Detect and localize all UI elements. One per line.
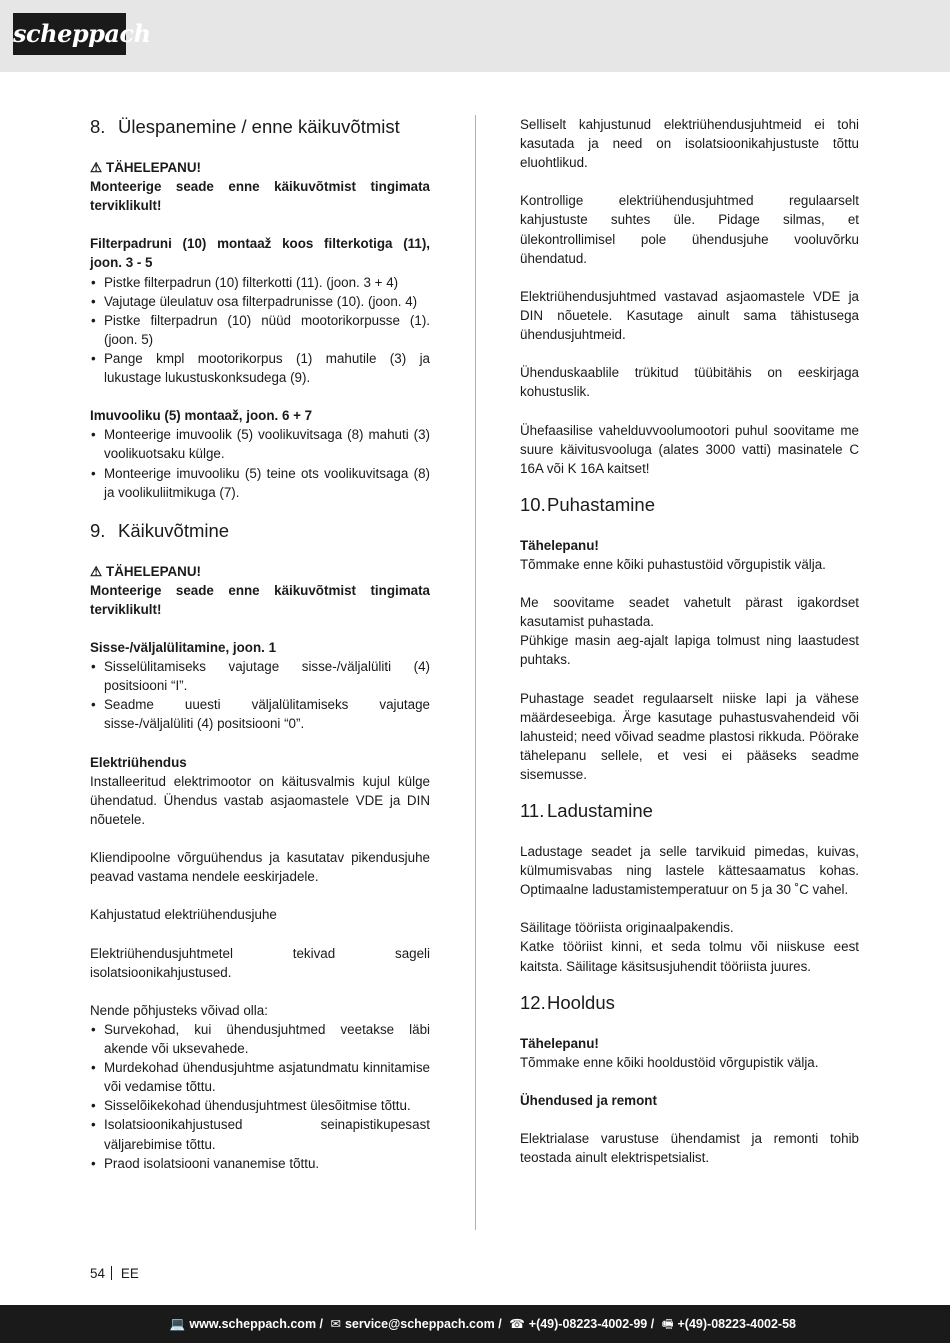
caution-label: Tähelepanu! xyxy=(520,537,599,553)
switch-heading: Sisse-/väljalülitamine, joon. 1 xyxy=(90,640,277,656)
section-10-title: 10. Puhastamine xyxy=(520,493,655,515)
warning-icon: ⚠ xyxy=(90,160,103,175)
paragraph: Katke tööriist kinni, et seda tolmu või niiskuse eest kaitsta. Säilitage käsitsusjuhendit tööriista juures. xyxy=(520,939,859,974)
connections-heading: Ühendused ja remont xyxy=(520,1092,657,1108)
paragraph: Me soovitame seadet vahetult pärast igakordset kasutamist puhastada. xyxy=(520,595,859,630)
section-11-title: 11. Ladustamine xyxy=(520,800,653,821)
list-item: • Pistke filterpadrun (10) filterkotti (11). (joon. 3 + 4) xyxy=(90,273,430,292)
list-item: • Monteerige imuvooliku (5) teine ots voolikuvitsaga (8) ja voolikuliitmikuga (7). xyxy=(90,464,430,502)
page-header xyxy=(0,0,950,72)
left-column xyxy=(90,115,430,1173)
paragraph: Installeeritud elektrimootor on käitusvalmis kujul külge ühendatud. Ühendus vastab asjaomastele VDE ja DIN nõuetele. xyxy=(90,773,430,827)
caution-label: Tähelepanu! xyxy=(520,1035,599,1051)
list-item: • Murdekohad ühendusjuhtme asjatundmatu kinnitamise või vedamise tõttu. xyxy=(90,1058,430,1096)
paragraph: Ühenduskaablile trükitud tüübitähis on eeskirjaga kohustuslik. xyxy=(520,365,859,400)
right-column xyxy=(520,115,859,1167)
language-code: EE xyxy=(120,1266,139,1281)
section-12-title: 12. Hooldus xyxy=(520,991,615,1013)
switch-steps-list xyxy=(90,657,430,733)
paragraph: Säilitage tööriista originaalpakendis. xyxy=(520,920,734,936)
column-divider xyxy=(475,115,476,1230)
hose-steps-list xyxy=(90,425,430,501)
electrical-heading: Elektriühendus xyxy=(90,754,187,770)
warning-icon: ⚠ xyxy=(90,563,103,579)
list-item: • Pange kmpl mootorikorpus (1) mahutile (3) ja lukustage lukustuskonksudega (9). xyxy=(90,349,430,387)
paragraph: Kahjustatud elektriühendusjuhe xyxy=(90,907,277,923)
filter-heading: Filterpadruni (10) montaaž koos filterkotiga (11), joon. 3 - 5 xyxy=(90,236,430,271)
paragraph: Kliendipoolne võrguühendus ja kasutatav pikendusjuhe peavad vastama nendele eeskirjadele. xyxy=(90,850,430,885)
paragraph: Tõmmake enne kõiki hooldustöid võrgupistik välja. xyxy=(520,1054,819,1070)
hose-heading: Imuvooliku (5) montaaž, joon. 6 + 7 xyxy=(90,408,313,424)
list-item: • Isolatsioonikahjustused seinapistikupesast väljarebimise tõttu. xyxy=(90,1115,430,1153)
mail-icon: ✉ xyxy=(330,1317,341,1331)
paragraph: Ladustage seadet ja selle tarvikuid pimedas, kuivas, külmumisvabas ning lastele kättesaamatus kohas. Optimaalne ladustamistemperatuur on 5 ja 30 ˚C vahel. xyxy=(520,844,859,898)
page-number: 54 xyxy=(90,1266,105,1281)
list-item: • Seadme uuesti väljalülitamiseks vajutage sisse-/väljalüliti (4) positsiooni “0”. xyxy=(90,695,430,733)
warning-label: ⚠ TÄHELEPANU! xyxy=(90,158,430,177)
paragraph: Kontrollige elektriühendusjuhtmed regulaarselt kahjustuste suhtes üle. Pidage silmas, et ülekontrollimisel pole ühendusjuhe vooluvõrku ühendatud. xyxy=(520,193,859,266)
paragraph: Elektriühendusjuhtmed vastavad asjaomastele VDE ja DIN nõuetele. Kasutage ainult sama tähistusega ühendusjuhtmeid. xyxy=(520,288,859,343)
paragraph: Elektriühendusjuhtmetel tekivad sageli isolatsioonikahjustused. xyxy=(90,945,430,980)
list-item: • Sisselülitamiseks vajutage sisse-/väljalüliti (4) positsiooni “I”. xyxy=(90,657,430,695)
page-number-block xyxy=(90,1265,139,1283)
list-item: • Sisselõikekohad ühendusjuhtmest ülesõitmise tõttu. xyxy=(90,1096,430,1115)
paragraph: Ühefaasilise vahelduvvoolumootori puhul soovitame me suure käivitusvooluga (alates 3000 vatti) masinatele C 16A või K 16A kaitset! xyxy=(520,422,859,476)
phone-icon: ☎ xyxy=(509,1317,525,1331)
list-item: • Praod isolatsiooni vananemise tõttu. xyxy=(90,1154,430,1173)
paragraph: Puhastage seadet regulaarselt niiske lapi ja vähese määrdeseebiga. Ärge kasutage puhastusvahendeid või lahusteid; need võivad seadme plastosi rikkuda. Pöörake tähelepanu sellele, et vesi ei pääseks seadme sisemusse. xyxy=(520,690,859,782)
contact-footer xyxy=(0,1305,950,1343)
list-item: • Survekohad, kui ühendusjuhtmed veetakse läbi akende või uksevahede. xyxy=(90,1020,430,1058)
list-item: • Vajutage üleulatuv osa filterpadrunisse (10). (joon. 4) xyxy=(90,292,430,311)
monitor-icon: 💻 xyxy=(169,1317,186,1331)
scheppach-logo: scheppach xyxy=(13,13,126,55)
paragraph: Elektrialase varustuse ühendamist ja remonti tohib teostada ainult elektrispetsialist. xyxy=(520,1131,859,1166)
section-9-title: 9. Käikuvõtmine xyxy=(90,519,230,541)
warning-text: Monteerige seade enne käikuvõtmist tingimata terviklikult! xyxy=(90,582,430,617)
fax-number: +(49)-08223-4002-58 xyxy=(677,1317,796,1331)
warning-text: Monteerige seade enne käikuvõtmist tingimata terviklikult! xyxy=(90,179,430,214)
paragraph: Pühkige masin aeg-ajalt lapiga tolmust ning laastudest puhtaks. xyxy=(520,633,859,668)
filter-steps-list xyxy=(90,273,430,388)
paragraph: Tõmmake enne kõiki puhastustöid võrgupistik välja. xyxy=(520,556,826,572)
email-link[interactable]: service@scheppach.com / xyxy=(344,1317,502,1331)
website-link[interactable]: www.scheppach.com / xyxy=(189,1317,324,1331)
fax-icon: 🖷 xyxy=(661,1317,674,1331)
section-8-title: 8. Ülespanemine / enne käikuvõtmist xyxy=(90,116,400,137)
paragraph: Selliselt kahjustunud elektriühendusjuhtmeid ei tohi kasutada ja need on isolatsioonikahjustuste tõttu eluohtlikud. xyxy=(520,117,859,171)
list-item: • Monteerige imuvoolik (5) voolikuvitsaga (8) mahuti (3) voolikuotsaku külge. xyxy=(90,425,430,463)
phone-number: +(49)-08223-4002-99 / xyxy=(528,1317,655,1331)
warning-label: ⚠ TÄHELEPANU! xyxy=(90,562,430,581)
causes-list xyxy=(90,1020,430,1173)
paragraph: Nende põhjusteks võivad olla: xyxy=(90,1002,268,1018)
list-item: • Pistke filterpadrun (10) nüüd mootorikorpusse (1). (joon. 5) xyxy=(90,311,430,349)
